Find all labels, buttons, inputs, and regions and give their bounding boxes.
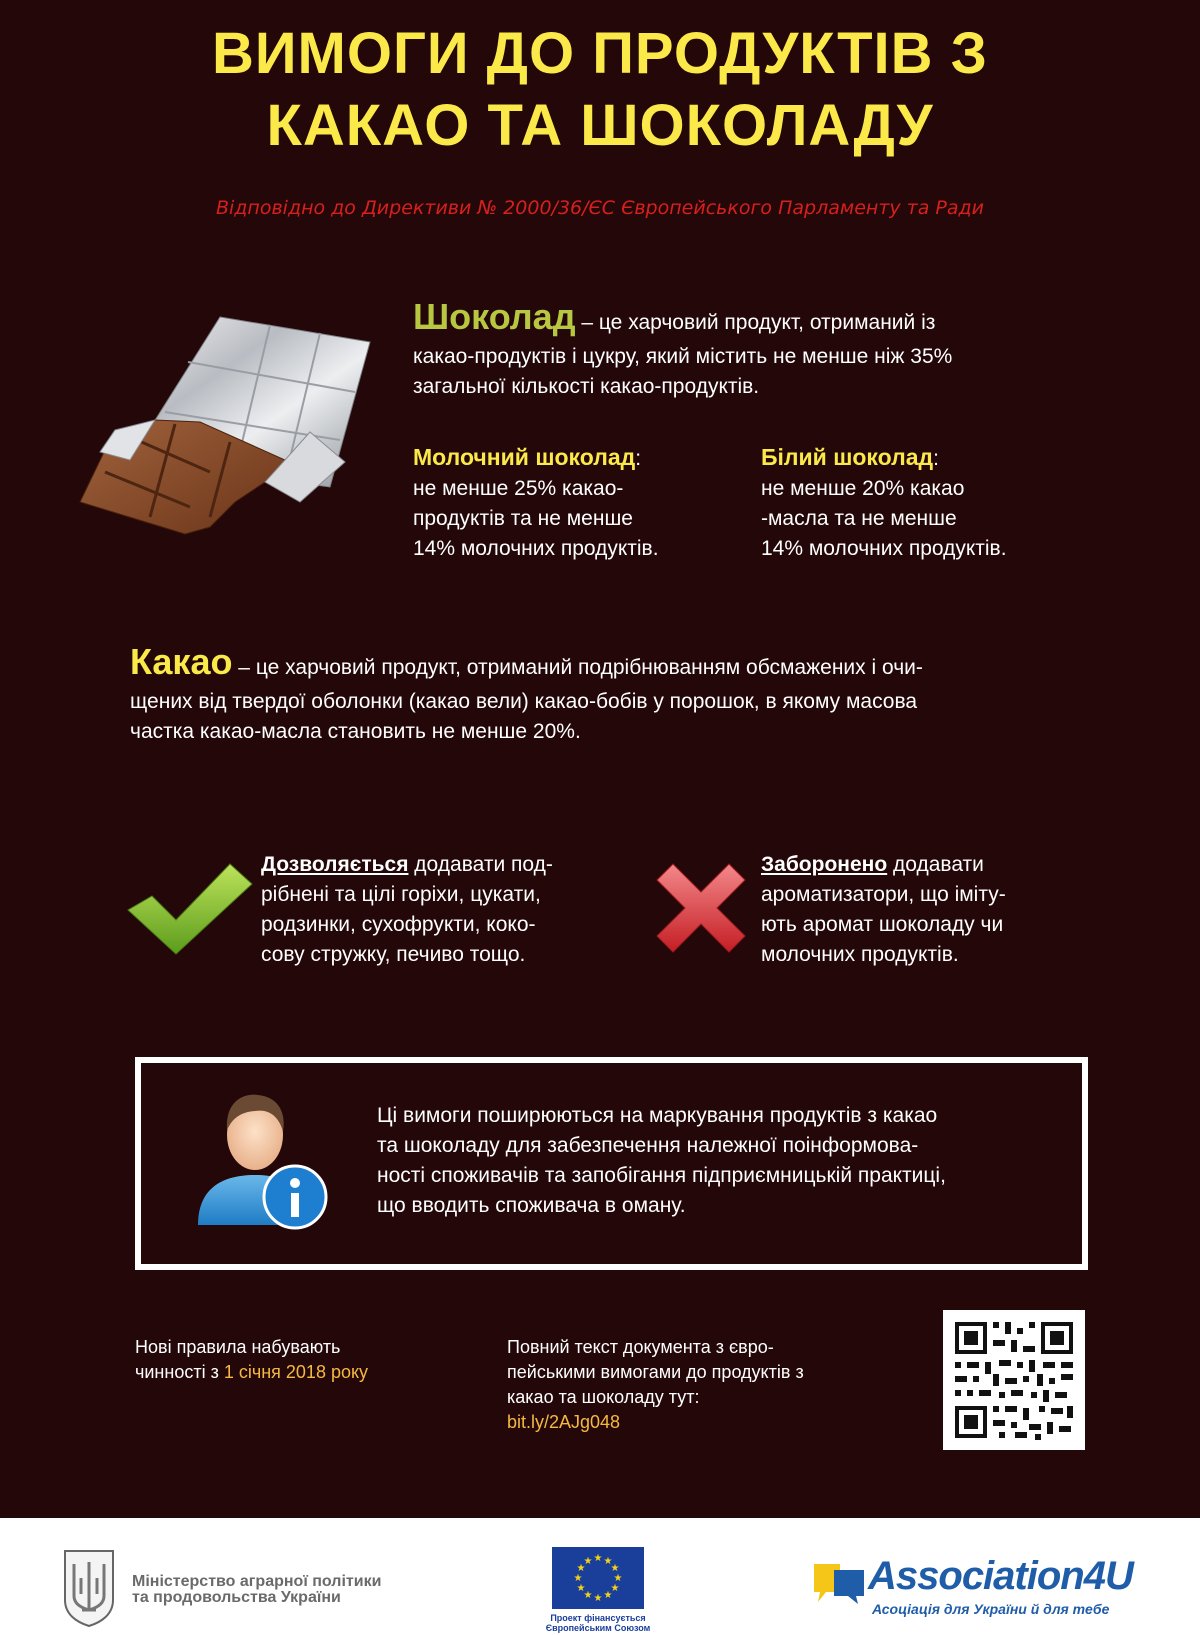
chocolate-def-line-2: какао-продуктів і цукру, який містить не менше ніж 35% xyxy=(413,345,953,368)
milk-chocolate-line-1: не менше 25% какао- xyxy=(413,477,624,500)
ministry-line-2: та продовольства України xyxy=(132,1589,341,1606)
allowed-line-1: додавати под- xyxy=(408,853,553,876)
qr-code[interactable] xyxy=(943,1310,1085,1450)
milk-chocolate-line-3: 14% молочних продуктів. xyxy=(413,537,659,560)
allowed-text xyxy=(261,850,621,970)
eu-flag xyxy=(552,1547,644,1609)
fulltext-line-1: Повний текст документа з євро- xyxy=(507,1337,774,1357)
cocoa-def-line-2: щених від твердої оболонки (какао вели) какао-бобів у порошок, в якому масова xyxy=(130,690,918,713)
svg-text:★: ★ xyxy=(603,1590,613,1601)
info-line-1: Ці вимоги поширюються на маркування продуктів з какао xyxy=(377,1104,938,1127)
eu-caption xyxy=(528,1613,668,1633)
white-chocolate-line-3: 14% молочних продуктів. xyxy=(761,537,1007,560)
svg-text:★: ★ xyxy=(576,1563,586,1574)
ministry-name xyxy=(132,1574,381,1606)
milk-chocolate-block: Молочний шоколад: не менше 25% какао- продуктів та не менше 14% молочних продуктів. xyxy=(413,442,733,564)
trident-emblem-icon xyxy=(62,1548,116,1628)
info-line-3: ності споживачів та запобігання підприємницькій практиці, xyxy=(377,1164,946,1187)
effective-line-1: Нові правила набувають xyxy=(135,1337,341,1357)
info-text xyxy=(377,1101,1077,1221)
fulltext-line-2: пейськими вимогами до продуктів з xyxy=(507,1362,804,1382)
cocoa-def-line-1: – це харчовий продукт, отриманий подрібнюванням обсмажених і очи- xyxy=(232,656,923,679)
checkmark-icon xyxy=(126,862,254,958)
page-title xyxy=(0,18,1200,162)
forbidden-line-3: ють аромат шоколаду чи xyxy=(761,913,1004,936)
association4u-logo-icon xyxy=(810,1560,868,1606)
svg-text:★: ★ xyxy=(610,1583,620,1594)
forbidden-label: Заборонено xyxy=(761,853,888,876)
forbidden-line-2: ароматизатори, що іміту- xyxy=(761,883,1006,906)
forbidden-text xyxy=(761,850,1091,970)
chocolate-def-line-3: загальної кількості какао-продуктів. xyxy=(413,375,760,398)
svg-text:★: ★ xyxy=(593,1593,603,1604)
directive-subtitle: Відповідно до Директиви № 2000/36/ЄС Європейського Парламенту та Ради xyxy=(215,197,985,219)
white-chocolate-term: Білий шоколад xyxy=(761,444,934,470)
info-line-4: що вводить споживача в оману. xyxy=(377,1194,686,1217)
full-text-note xyxy=(507,1335,887,1435)
svg-text:★: ★ xyxy=(613,1573,623,1584)
allowed-line-2: рібнені та цілі горіхи, цукати, xyxy=(261,883,541,906)
effective-date-note xyxy=(135,1335,465,1385)
title-line-1: ВИМОГИ ДО ПРОДУКТІВ З xyxy=(211,21,989,86)
svg-text:★: ★ xyxy=(573,1573,583,1584)
svg-text:★: ★ xyxy=(593,1553,603,1564)
forbidden-line-1: додавати xyxy=(887,853,984,876)
effective-line-2-prefix: чинності з xyxy=(135,1362,224,1382)
chocolate-definition xyxy=(413,298,1113,402)
allowed-label: Дозволяється xyxy=(261,853,409,876)
chocolate-term: Шоколад xyxy=(413,296,576,337)
eu-caption-line-1: Проект фінансується xyxy=(550,1613,646,1623)
info-line-2: та шоколаду для забезпечення належної поінформова- xyxy=(377,1134,919,1157)
fulltext-line-3: какао та шоколаду тут: xyxy=(507,1387,700,1407)
white-chocolate-line-2: -масла та не менше xyxy=(761,507,957,530)
qr-code-pattern xyxy=(943,1310,1085,1450)
cross-icon xyxy=(655,862,747,954)
chocolate-bar-image xyxy=(70,312,380,562)
white-chocolate-line-1: не менше 20% какао xyxy=(761,477,965,500)
title-line-2: КАКАО ТА ШОКОЛАДУ xyxy=(266,93,934,158)
milk-chocolate-line-2: продуктів та не менше xyxy=(413,507,633,530)
svg-text:★: ★ xyxy=(583,1556,593,1567)
allowed-line-3: родзинки, сухофрукти, коко- xyxy=(261,913,536,936)
association4u-name: Association4U xyxy=(868,1554,1133,1598)
svg-text:★: ★ xyxy=(603,1556,613,1567)
effective-date: 1 січня 2018 року xyxy=(223,1362,369,1382)
ministry-line-1: Міністерство аграрної політики xyxy=(132,1573,382,1590)
forbidden-line-4: молочних продуктів. xyxy=(761,943,959,966)
svg-text:★: ★ xyxy=(610,1563,620,1574)
cocoa-term: Какао xyxy=(130,641,233,682)
eu-caption-line-2: Європейським Союзом xyxy=(545,1623,651,1633)
svg-text:★: ★ xyxy=(576,1583,586,1594)
allowed-line-4: сову стружку, печиво тощо. xyxy=(261,943,526,966)
cocoa-definition xyxy=(130,643,1080,747)
user-info-icon xyxy=(190,1085,330,1230)
cocoa-def-line-3: частка какао-масла становить не менше 20%. xyxy=(130,720,581,743)
document-link[interactable]: bit.ly/2AJg048 xyxy=(507,1412,621,1432)
chocolate-def-line-1: – це харчовий продукт, отриманий із xyxy=(575,311,936,334)
association4u-tagline: Асоціація для України й для тебе xyxy=(872,1601,1110,1617)
footer xyxy=(0,1518,1200,1635)
eu-stars-icon xyxy=(552,1547,644,1609)
white-chocolate-block: Білий шоколад: не менше 20% какао -масла та не менше 14% молочних продуктів. xyxy=(761,442,1081,564)
svg-text:★: ★ xyxy=(583,1590,593,1601)
milk-chocolate-term: Молочний шоколад xyxy=(413,444,636,470)
